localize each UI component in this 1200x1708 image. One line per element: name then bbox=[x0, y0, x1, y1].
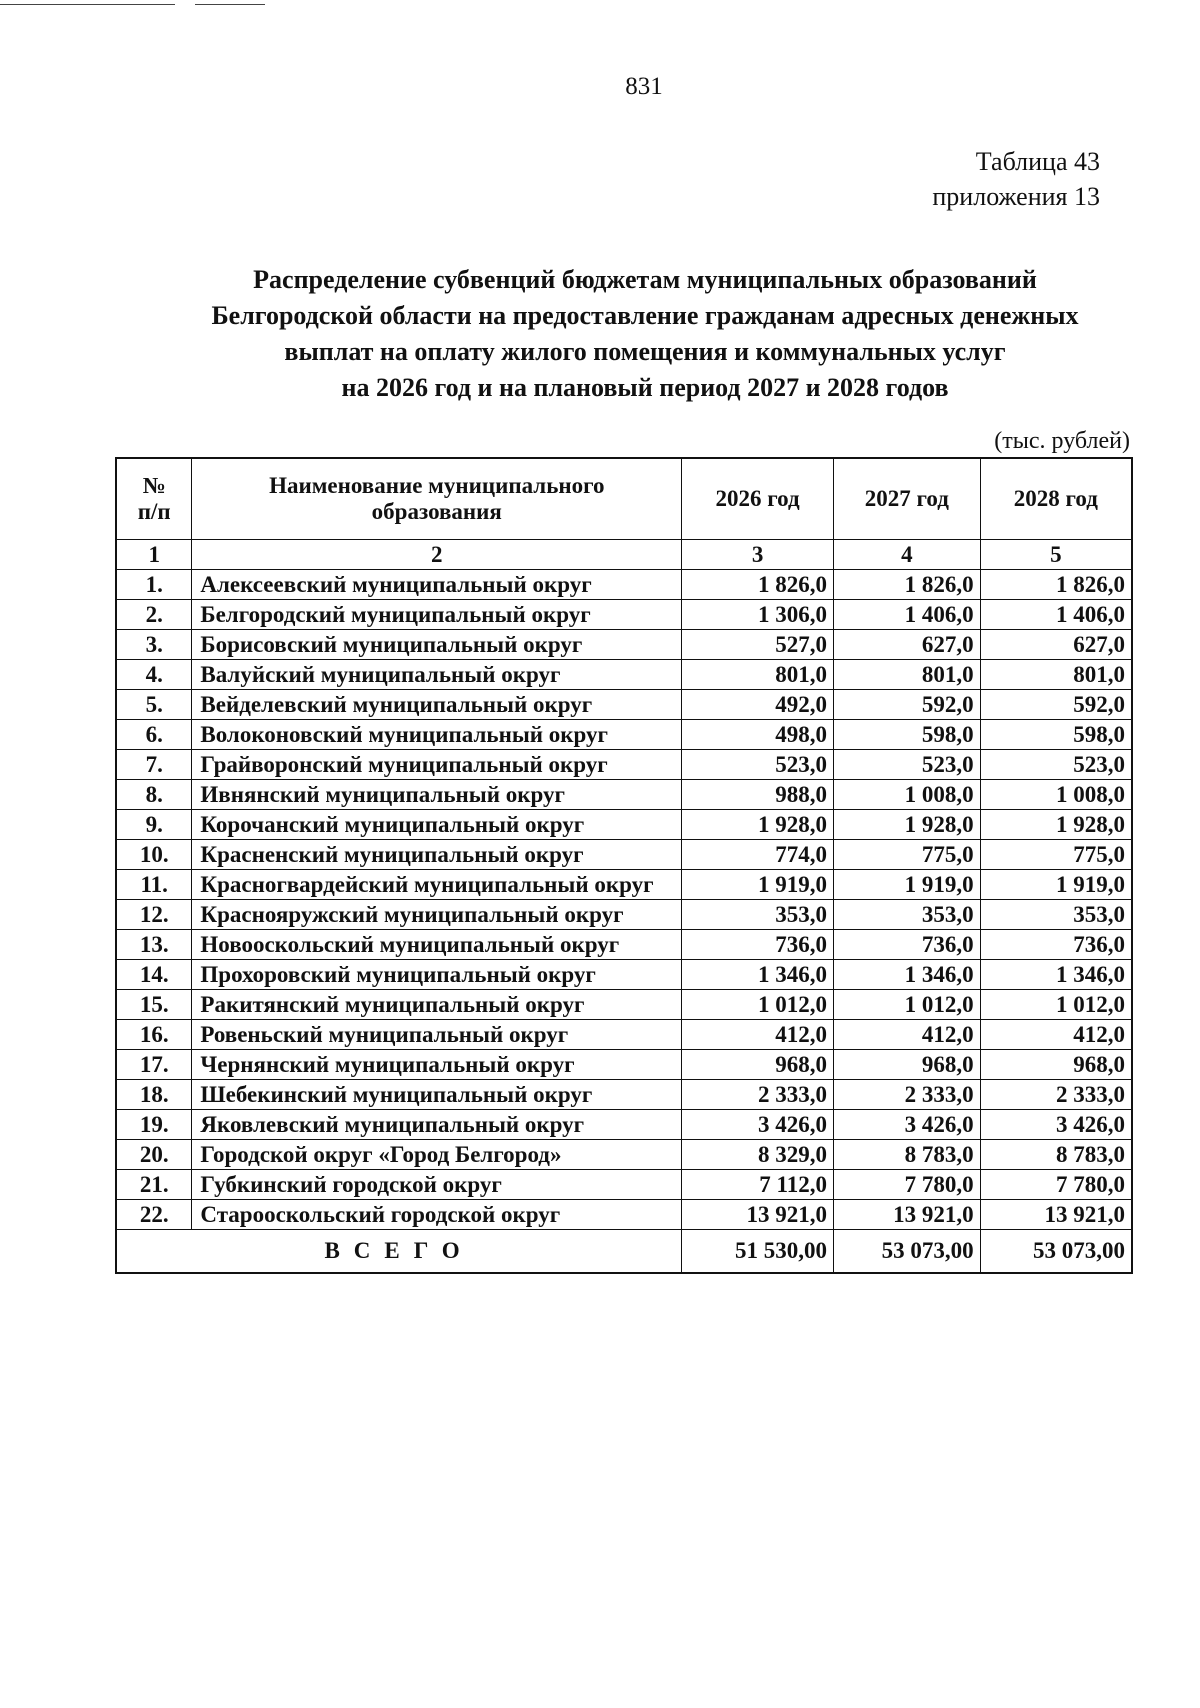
total-row bbox=[116, 1230, 1132, 1274]
row-number: 13. bbox=[116, 930, 192, 960]
table-row bbox=[116, 780, 1132, 810]
table-row bbox=[116, 960, 1132, 990]
value-2026: 8 329,0 bbox=[682, 1140, 834, 1170]
value-2028: 13 921,0 bbox=[980, 1200, 1132, 1230]
value-2026: 736,0 bbox=[682, 930, 834, 960]
value-2026: 523,0 bbox=[682, 750, 834, 780]
value-2028: 801,0 bbox=[980, 660, 1132, 690]
table-row bbox=[116, 1080, 1132, 1110]
header-name-line-2: образования bbox=[371, 499, 502, 524]
municipality-name: Ракитянский муниципальный округ bbox=[192, 990, 682, 1020]
value-2027: 412,0 bbox=[833, 1020, 980, 1050]
value-2026: 353,0 bbox=[682, 900, 834, 930]
municipality-name: Белгородский муниципальный округ bbox=[192, 600, 682, 630]
row-number: 7. bbox=[116, 750, 192, 780]
value-2026: 988,0 bbox=[682, 780, 834, 810]
subventions-table bbox=[115, 457, 1133, 1274]
total-2027: 53 073,00 bbox=[833, 1230, 980, 1274]
title-line-1: Распределение субвенций бюджетам муниципальных образований bbox=[253, 265, 1037, 294]
value-2026: 498,0 bbox=[682, 720, 834, 750]
total-2028: 53 073,00 bbox=[980, 1230, 1132, 1274]
row-number: 15. bbox=[116, 990, 192, 1020]
table-row bbox=[116, 750, 1132, 780]
table-row bbox=[116, 1200, 1132, 1230]
value-2026: 13 921,0 bbox=[682, 1200, 834, 1230]
value-2027: 801,0 bbox=[833, 660, 980, 690]
header-number-line-1: № bbox=[142, 473, 166, 498]
row-number: 21. bbox=[116, 1170, 192, 1200]
column-number: 2 bbox=[192, 540, 682, 570]
table-row bbox=[116, 630, 1132, 660]
table-row bbox=[116, 690, 1132, 720]
table-row bbox=[116, 1170, 1132, 1200]
table-row bbox=[116, 870, 1132, 900]
row-number: 5. bbox=[116, 690, 192, 720]
municipality-name: Корочанский муниципальный округ bbox=[192, 810, 682, 840]
header-2026: 2026 год bbox=[682, 458, 834, 540]
title-line-2: Белгородской области на предоставление гражданам адресных денежных bbox=[211, 301, 1079, 330]
value-2027: 1 008,0 bbox=[833, 780, 980, 810]
value-2026: 1 306,0 bbox=[682, 600, 834, 630]
municipality-name: Алексеевский муниципальный округ bbox=[192, 570, 682, 600]
value-2026: 7 112,0 bbox=[682, 1170, 834, 1200]
municipality-name: Новооскольский муниципальный округ bbox=[192, 930, 682, 960]
value-2026: 1 346,0 bbox=[682, 960, 834, 990]
total-2026: 51 530,00 bbox=[682, 1230, 834, 1274]
row-number: 17. bbox=[116, 1050, 192, 1080]
value-2027: 592,0 bbox=[833, 690, 980, 720]
municipality-name: Яковлевский муниципальный округ bbox=[192, 1110, 682, 1140]
table-row bbox=[116, 840, 1132, 870]
value-2028: 3 426,0 bbox=[980, 1110, 1132, 1140]
value-2026: 3 426,0 bbox=[682, 1110, 834, 1140]
value-2028: 775,0 bbox=[980, 840, 1132, 870]
appendix-label: приложения 13 bbox=[932, 182, 1100, 211]
row-number: 11. bbox=[116, 870, 192, 900]
value-2027: 1 919,0 bbox=[833, 870, 980, 900]
document-title bbox=[110, 262, 1180, 406]
value-2026: 1 826,0 bbox=[682, 570, 834, 600]
municipality-name: Грайворонский муниципальный округ bbox=[192, 750, 682, 780]
value-2026: 412,0 bbox=[682, 1020, 834, 1050]
table-row bbox=[116, 660, 1132, 690]
appendix-reference bbox=[900, 144, 1100, 214]
table-row bbox=[116, 990, 1132, 1020]
municipality-name: Ровеньский муниципальный округ bbox=[192, 1020, 682, 1050]
value-2027: 1 346,0 bbox=[833, 960, 980, 990]
municipality-name: Волоконовский муниципальный округ bbox=[192, 720, 682, 750]
value-2027: 1 928,0 bbox=[833, 810, 980, 840]
value-2027: 523,0 bbox=[833, 750, 980, 780]
row-number: 16. bbox=[116, 1020, 192, 1050]
value-2028: 1 919,0 bbox=[980, 870, 1132, 900]
value-2028: 1 012,0 bbox=[980, 990, 1132, 1020]
table-row bbox=[116, 1020, 1132, 1050]
table-header-row bbox=[116, 458, 1132, 540]
row-number: 3. bbox=[116, 630, 192, 660]
municipality-name: Ивнянский муниципальный округ bbox=[192, 780, 682, 810]
table-row bbox=[116, 1050, 1132, 1080]
value-2026: 527,0 bbox=[682, 630, 834, 660]
value-2028: 627,0 bbox=[980, 630, 1132, 660]
column-number-row bbox=[116, 540, 1132, 570]
value-2028: 1 346,0 bbox=[980, 960, 1132, 990]
value-2027: 1 406,0 bbox=[833, 600, 980, 630]
value-2027: 7 780,0 bbox=[833, 1170, 980, 1200]
row-number: 22. bbox=[116, 1200, 192, 1230]
row-number: 19. bbox=[116, 1110, 192, 1140]
municipality-name: Старооскольский городской округ bbox=[192, 1200, 682, 1230]
value-2027: 13 921,0 bbox=[833, 1200, 980, 1230]
row-number: 2. bbox=[116, 600, 192, 630]
value-2026: 492,0 bbox=[682, 690, 834, 720]
page-number: 831 bbox=[625, 73, 663, 100]
value-2027: 775,0 bbox=[833, 840, 980, 870]
municipality-name: Красненский муниципальный округ bbox=[192, 840, 682, 870]
value-2028: 412,0 bbox=[980, 1020, 1132, 1050]
value-2027: 353,0 bbox=[833, 900, 980, 930]
table-row bbox=[116, 1140, 1132, 1170]
value-2026: 1 012,0 bbox=[682, 990, 834, 1020]
header-number bbox=[116, 458, 192, 540]
value-2028: 736,0 bbox=[980, 930, 1132, 960]
municipality-name: Губкинский городской округ bbox=[192, 1170, 682, 1200]
table-row bbox=[116, 810, 1132, 840]
value-2028: 1 928,0 bbox=[980, 810, 1132, 840]
table-row bbox=[116, 720, 1132, 750]
table-row bbox=[116, 570, 1132, 600]
value-2027: 598,0 bbox=[833, 720, 980, 750]
municipality-name: Шебекинский муниципальный округ bbox=[192, 1080, 682, 1110]
value-2028: 1 008,0 bbox=[980, 780, 1132, 810]
value-2028: 968,0 bbox=[980, 1050, 1132, 1080]
value-2027: 1 826,0 bbox=[833, 570, 980, 600]
value-2028: 592,0 bbox=[980, 690, 1132, 720]
value-2026: 1 928,0 bbox=[682, 810, 834, 840]
municipality-name: Красногвардейский муниципальный округ bbox=[192, 870, 682, 900]
value-2027: 736,0 bbox=[833, 930, 980, 960]
column-number: 4 bbox=[833, 540, 980, 570]
title-line-3: выплат на оплату жилого помещения и коммунальных услуг bbox=[284, 337, 1006, 366]
column-number: 1 bbox=[116, 540, 192, 570]
municipality-name: Валуйский муниципальный округ bbox=[192, 660, 682, 690]
table-row bbox=[116, 930, 1132, 960]
value-2026: 1 919,0 bbox=[682, 870, 834, 900]
municipality-name: Чернянский муниципальный округ bbox=[192, 1050, 682, 1080]
row-number: 20. bbox=[116, 1140, 192, 1170]
column-number: 5 bbox=[980, 540, 1132, 570]
table-body bbox=[116, 540, 1132, 1230]
municipality-name: Городской округ «Город Белгород» bbox=[192, 1140, 682, 1170]
row-number: 14. bbox=[116, 960, 192, 990]
value-2026: 968,0 bbox=[682, 1050, 834, 1080]
table-label: Таблица 43 bbox=[975, 147, 1100, 176]
value-2028: 2 333,0 bbox=[980, 1080, 1132, 1110]
row-number: 10. bbox=[116, 840, 192, 870]
value-2028: 7 780,0 bbox=[980, 1170, 1132, 1200]
row-number: 8. bbox=[116, 780, 192, 810]
scan-edge-line-right bbox=[195, 4, 265, 5]
value-2028: 8 783,0 bbox=[980, 1140, 1132, 1170]
header-2027: 2027 год bbox=[833, 458, 980, 540]
municipality-name: Борисовский муниципальный округ bbox=[192, 630, 682, 660]
municipality-name: Вейделевский муниципальный округ bbox=[192, 690, 682, 720]
municipality-name: Прохоровский муниципальный округ bbox=[192, 960, 682, 990]
value-2026: 2 333,0 bbox=[682, 1080, 834, 1110]
value-2026: 774,0 bbox=[682, 840, 834, 870]
row-number: 4. bbox=[116, 660, 192, 690]
header-number-line-2: п/п bbox=[137, 499, 171, 524]
table-row bbox=[116, 600, 1132, 630]
value-2027: 627,0 bbox=[833, 630, 980, 660]
table-row bbox=[116, 900, 1132, 930]
row-number: 6. bbox=[116, 720, 192, 750]
header-name bbox=[192, 458, 682, 540]
row-number: 18. bbox=[116, 1080, 192, 1110]
value-2027: 8 783,0 bbox=[833, 1140, 980, 1170]
value-2028: 1 406,0 bbox=[980, 600, 1132, 630]
title-line-4: на 2026 год и на плановый период 2027 и 2028 годов bbox=[341, 373, 949, 402]
row-number: 9. bbox=[116, 810, 192, 840]
row-number: 1. bbox=[116, 570, 192, 600]
header-name-line-1: Наименование муниципального bbox=[269, 473, 605, 498]
value-2027: 968,0 bbox=[833, 1050, 980, 1080]
value-2026: 801,0 bbox=[682, 660, 834, 690]
row-number: 12. bbox=[116, 900, 192, 930]
value-2027: 2 333,0 bbox=[833, 1080, 980, 1110]
value-2028: 1 826,0 bbox=[980, 570, 1132, 600]
value-2027: 3 426,0 bbox=[833, 1110, 980, 1140]
total-label: ВСЕГО bbox=[116, 1230, 682, 1274]
scan-edge-line-left bbox=[0, 4, 175, 5]
table-row bbox=[116, 1110, 1132, 1140]
value-2028: 598,0 bbox=[980, 720, 1132, 750]
value-2027: 1 012,0 bbox=[833, 990, 980, 1020]
header-2028: 2028 год bbox=[980, 458, 1132, 540]
value-2028: 523,0 bbox=[980, 750, 1132, 780]
municipality-name: Краснояружский муниципальный округ bbox=[192, 900, 682, 930]
value-2028: 353,0 bbox=[980, 900, 1132, 930]
column-number: 3 bbox=[682, 540, 834, 570]
units-label: (тыс. рублей) bbox=[994, 428, 1130, 454]
